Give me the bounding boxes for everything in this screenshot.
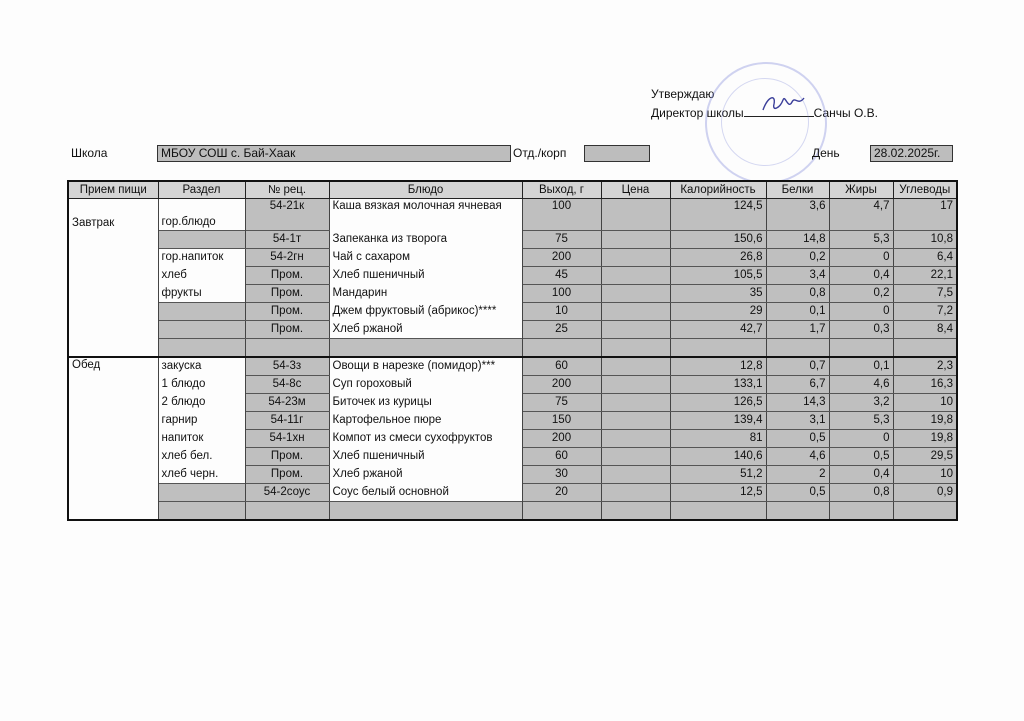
dish-cell: Соус белый основной: [329, 484, 522, 502]
empty-cell: [893, 339, 957, 358]
col-header: № рец.: [245, 181, 329, 199]
calories-cell: 29: [670, 303, 766, 321]
meal-cell: [68, 448, 158, 466]
recipe-cell: Пром.: [245, 321, 329, 339]
table-row: [68, 466, 957, 484]
price-cell: [601, 285, 670, 303]
table-row: [68, 394, 957, 412]
table-row: [68, 430, 957, 448]
empty-cell: [158, 502, 245, 521]
dish-cell: Хлеб ржаной: [329, 321, 522, 339]
carbs-cell: 0,9: [893, 484, 957, 502]
fat-cell: 0: [829, 249, 893, 267]
calories-cell: 105,5: [670, 267, 766, 285]
calories-cell: 150,6: [670, 231, 766, 249]
table-row: [68, 448, 957, 466]
col-header: Блюдо: [329, 181, 522, 199]
carbs-cell: 19,8: [893, 412, 957, 430]
protein-cell: 0,7: [766, 357, 829, 376]
recipe-cell: 54-23м: [245, 394, 329, 412]
table-row: [68, 412, 957, 430]
output-cell: 100: [522, 285, 601, 303]
protein-cell: 0,5: [766, 430, 829, 448]
handwritten-signature: [758, 88, 808, 118]
protein-cell: 2: [766, 466, 829, 484]
section-cell: [158, 321, 245, 339]
table-row: [68, 303, 957, 321]
price-cell: [601, 321, 670, 339]
empty-cell: [245, 502, 329, 521]
col-header: Прием пищи: [68, 181, 158, 199]
section-cell: [158, 231, 245, 249]
price-cell: [601, 376, 670, 394]
recipe-cell: 54-1т: [245, 231, 329, 249]
carbs-cell: 17: [893, 199, 957, 231]
school-label: Школа: [71, 146, 108, 160]
empty-cell: [670, 502, 766, 521]
dish-cell: Суп гороховый: [329, 376, 522, 394]
price-cell: [601, 448, 670, 466]
output-cell: 60: [522, 357, 601, 376]
output-cell: 30: [522, 466, 601, 484]
output-cell: 150: [522, 412, 601, 430]
price-cell: [601, 249, 670, 267]
col-header: Белки: [766, 181, 829, 199]
empty-cell: [829, 502, 893, 521]
price-cell: [601, 199, 670, 231]
protein-cell: 14,3: [766, 394, 829, 412]
price-cell: [601, 484, 670, 502]
table-row-empty: [68, 502, 957, 521]
calories-cell: 12,8: [670, 357, 766, 376]
output-cell: 25: [522, 321, 601, 339]
calories-cell: 42,7: [670, 321, 766, 339]
price-cell: [601, 357, 670, 376]
calories-cell: 133,1: [670, 376, 766, 394]
recipe-cell: Пром.: [245, 466, 329, 484]
col-header: Калорийность: [670, 181, 766, 199]
price-cell: [601, 466, 670, 484]
school-stamp: [705, 62, 827, 184]
fat-cell: 0,5: [829, 448, 893, 466]
section-cell: гор.напиток: [158, 249, 245, 267]
dish-cell: Мандарин: [329, 285, 522, 303]
dish-cell: Биточек из курицы: [329, 394, 522, 412]
recipe-cell: 54-2гн: [245, 249, 329, 267]
protein-cell: 14,8: [766, 231, 829, 249]
table-row: [68, 249, 957, 267]
fat-cell: 0: [829, 430, 893, 448]
day-field[interactable]: 28.02.2025г.: [870, 145, 953, 162]
carbs-cell: 19,8: [893, 430, 957, 448]
table-row: [68, 484, 957, 502]
meal-cell: [68, 267, 158, 285]
recipe-cell: 54-8с: [245, 376, 329, 394]
meal-cell: [68, 376, 158, 394]
meal-cell: [68, 430, 158, 448]
dish-cell: Чай с сахаром: [329, 249, 522, 267]
output-cell: 200: [522, 430, 601, 448]
col-header: Цена: [601, 181, 670, 199]
empty-cell: [329, 502, 522, 521]
output-cell: 60: [522, 448, 601, 466]
output-cell: 100: [522, 199, 601, 231]
empty-cell: [829, 339, 893, 358]
protein-cell: 0,5: [766, 484, 829, 502]
menu-table: [67, 180, 958, 521]
protein-cell: 3,6: [766, 199, 829, 231]
protein-cell: 0,8: [766, 285, 829, 303]
recipe-cell: 54-2соус: [245, 484, 329, 502]
dish-cell: Хлеб ржаной: [329, 466, 522, 484]
section-cell: хлеб бел.: [158, 448, 245, 466]
fat-cell: 0,3: [829, 321, 893, 339]
empty-cell: [522, 339, 601, 358]
output-cell: 75: [522, 231, 601, 249]
carbs-cell: 16,3: [893, 376, 957, 394]
calories-cell: 139,4: [670, 412, 766, 430]
price-cell: [601, 267, 670, 285]
empty-cell: [893, 502, 957, 521]
recipe-cell: 54-21к: [245, 199, 329, 231]
recipe-cell: 54-3з: [245, 357, 329, 376]
section-cell: 2 блюдо: [158, 394, 245, 412]
fat-cell: 0,2: [829, 285, 893, 303]
table-row: [68, 321, 957, 339]
col-header: Жиры: [829, 181, 893, 199]
dish-cell: Компот из смеси сухофруктов: [329, 430, 522, 448]
carbs-cell: 8,4: [893, 321, 957, 339]
recipe-cell: Пром.: [245, 303, 329, 321]
output-cell: 45: [522, 267, 601, 285]
recipe-cell: Пром.: [245, 285, 329, 303]
carbs-cell: 6,4: [893, 249, 957, 267]
fat-cell: 4,6: [829, 376, 893, 394]
empty-cell: [766, 502, 829, 521]
col-header: Выход, г: [522, 181, 601, 199]
meal-cell: [68, 321, 158, 339]
output-cell: 75: [522, 394, 601, 412]
section-cell: фрукты: [158, 285, 245, 303]
table-row: [68, 357, 957, 376]
meal-cell: Завтрак: [68, 199, 158, 231]
meal-cell: Обед: [68, 357, 158, 376]
section-cell: хлеб: [158, 267, 245, 285]
empty-cell: [601, 502, 670, 521]
section-cell: гор.блюдо: [158, 199, 245, 231]
empty-cell: [670, 339, 766, 358]
price-cell: [601, 394, 670, 412]
meal-cell: [68, 466, 158, 484]
calories-cell: 26,8: [670, 249, 766, 267]
dept-field[interactable]: [584, 145, 650, 162]
meal-cell: [68, 412, 158, 430]
table-row: [68, 231, 957, 249]
dept-label: Отд./корп: [513, 146, 567, 160]
section-cell: хлеб черн.: [158, 466, 245, 484]
price-cell: [601, 412, 670, 430]
meal-cell: [68, 285, 158, 303]
protein-cell: 0,1: [766, 303, 829, 321]
section-cell: [158, 303, 245, 321]
meal-cell: [68, 249, 158, 267]
dish-cell: Овощи в нарезке (помидор)***: [329, 357, 522, 376]
dish-cell: Каша вязкая молочная ячневая: [329, 199, 522, 231]
director-label: Директор школы: [651, 106, 744, 120]
table-row: [68, 267, 957, 285]
protein-cell: 6,7: [766, 376, 829, 394]
dish-cell: Хлеб пшеничный: [329, 267, 522, 285]
dish-cell: Картофельное пюре: [329, 412, 522, 430]
recipe-cell: 54-1хн: [245, 430, 329, 448]
recipe-cell: 54-11г: [245, 412, 329, 430]
price-cell: [601, 430, 670, 448]
fat-cell: 0,4: [829, 267, 893, 285]
table-row-empty: [68, 339, 957, 358]
meal-cell: [68, 231, 158, 249]
empty-cell: [329, 339, 522, 358]
table-row: [68, 285, 957, 303]
empty-cell: [68, 339, 158, 358]
day-label: День: [812, 146, 840, 160]
carbs-cell: 22,1: [893, 267, 957, 285]
output-cell: 20: [522, 484, 601, 502]
table-header-row: [68, 181, 957, 199]
carbs-cell: 10,8: [893, 231, 957, 249]
calories-cell: 81: [670, 430, 766, 448]
col-header: Раздел: [158, 181, 245, 199]
col-header: Углеводы: [893, 181, 957, 199]
empty-cell: [522, 502, 601, 521]
empty-cell: [245, 339, 329, 358]
section-cell: гарнир: [158, 412, 245, 430]
protein-cell: 0,2: [766, 249, 829, 267]
carbs-cell: 29,5: [893, 448, 957, 466]
calories-cell: 12,5: [670, 484, 766, 502]
calories-cell: 51,2: [670, 466, 766, 484]
school-field[interactable]: МБОУ СОШ с. Бай-Хаак: [157, 145, 511, 162]
meal-cell: [68, 394, 158, 412]
protein-cell: 4,6: [766, 448, 829, 466]
output-cell: 200: [522, 376, 601, 394]
output-cell: 10: [522, 303, 601, 321]
fat-cell: 5,3: [829, 412, 893, 430]
dish-cell: Хлеб пшеничный: [329, 448, 522, 466]
recipe-cell: Пром.: [245, 267, 329, 285]
protein-cell: 3,4: [766, 267, 829, 285]
dish-cell: Запеканка из творога: [329, 231, 522, 249]
section-cell: закуска: [158, 357, 245, 376]
fat-cell: 5,3: [829, 231, 893, 249]
section-cell: напиток: [158, 430, 245, 448]
calories-cell: 140,6: [670, 448, 766, 466]
carbs-cell: 10: [893, 394, 957, 412]
calories-cell: 126,5: [670, 394, 766, 412]
protein-cell: 1,7: [766, 321, 829, 339]
protein-cell: 3,1: [766, 412, 829, 430]
meal-cell: [68, 303, 158, 321]
price-cell: [601, 303, 670, 321]
empty-cell: [601, 339, 670, 358]
empty-cell: [766, 339, 829, 358]
recipe-cell: Пром.: [245, 448, 329, 466]
empty-cell: [158, 339, 245, 358]
empty-cell: [68, 502, 158, 521]
calories-cell: 124,5: [670, 199, 766, 231]
carbs-cell: 7,5: [893, 285, 957, 303]
approve-label: Утверждаю: [651, 87, 715, 101]
fat-cell: 0,4: [829, 466, 893, 484]
meal-cell: [68, 484, 158, 502]
fat-cell: 0,1: [829, 357, 893, 376]
carbs-cell: 10: [893, 466, 957, 484]
section-cell: [158, 484, 245, 502]
calories-cell: 35: [670, 285, 766, 303]
price-cell: [601, 231, 670, 249]
table-row: [68, 376, 957, 394]
output-cell: 200: [522, 249, 601, 267]
carbs-cell: 7,2: [893, 303, 957, 321]
carbs-cell: 2,3: [893, 357, 957, 376]
fat-cell: 4,7: [829, 199, 893, 231]
section-cell: 1 блюдо: [158, 376, 245, 394]
fat-cell: 0,8: [829, 484, 893, 502]
table-row: [68, 199, 957, 231]
director-name: Санчы О.В.: [813, 106, 878, 120]
fat-cell: 0: [829, 303, 893, 321]
fat-cell: 3,2: [829, 394, 893, 412]
dish-cell: Джем фруктовый (абрикос)****: [329, 303, 522, 321]
